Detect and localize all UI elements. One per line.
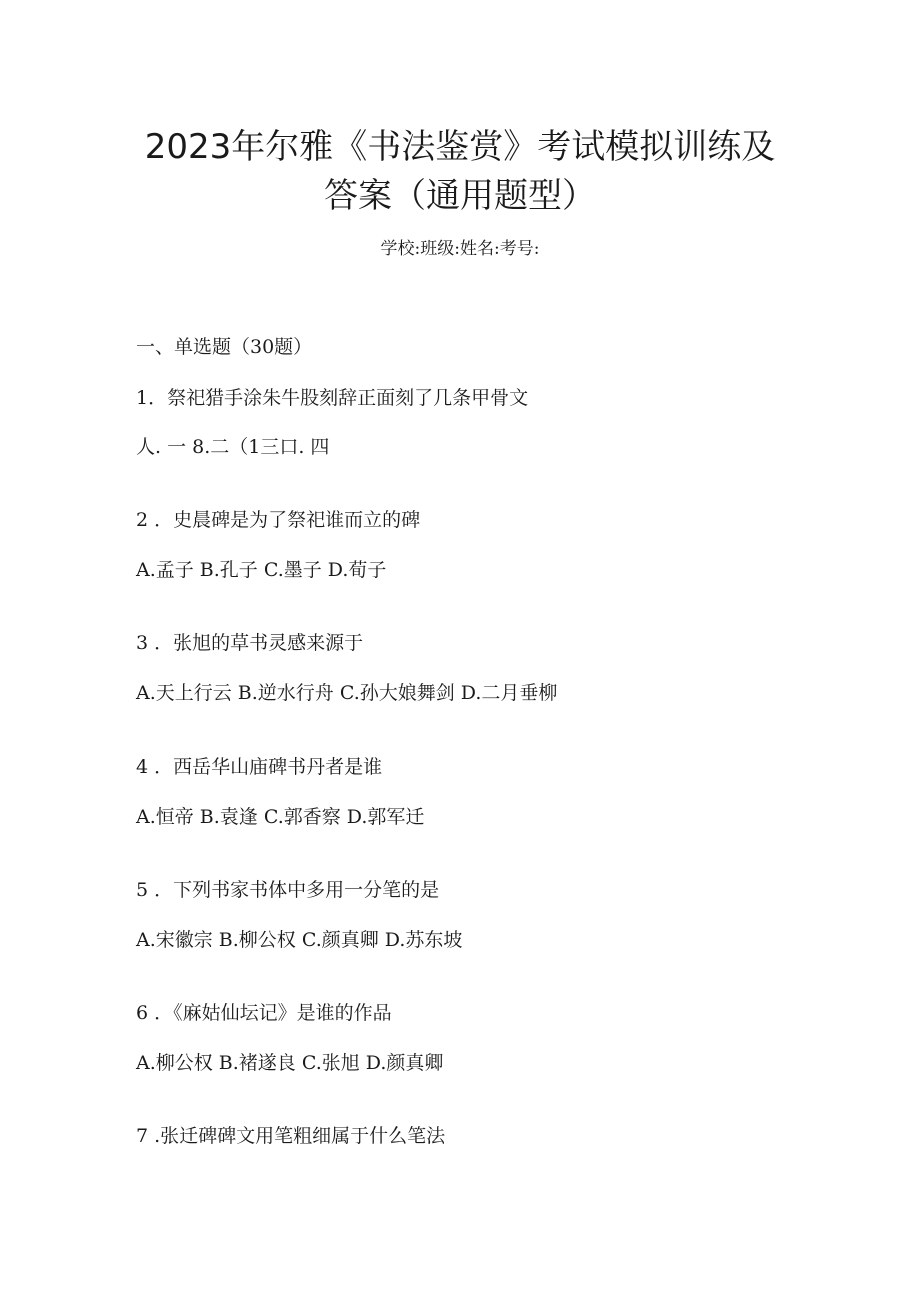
question-options-6: A.柳公权 B.褚遂良 C.张旭 D.颜真卿	[136, 1052, 444, 1074]
question-stem-2: 2 ．史晨碑是为了祭祀谁而立的碑	[136, 509, 421, 531]
document-title-line-1: 2023年尔雅《书法鉴赏》考试模拟训练及	[144, 127, 776, 167]
question-stem-5: 5 ．下列书家书体中多用一分笔的是	[136, 879, 440, 901]
section-heading: 一、单选题（30题）	[136, 336, 313, 358]
question-stem-3: 3 ．张旭的草书灵感来源于	[136, 632, 364, 654]
question-stem-4: 4 ．西岳华山庙碑书丹者是谁	[136, 756, 383, 778]
question-stem-6: 6 ．《麻姑仙坛记》是谁的作品	[136, 1002, 392, 1024]
document-title-line-2: 答案（通用题型）	[324, 176, 596, 216]
question-stem-7: 7 .张迁碑碑文用笔粗细属于什么笔法	[136, 1125, 446, 1147]
student-info-line: 学校:班级:姓名:考号:	[380, 239, 540, 259]
question-stem-1: 1．祭祀猎手涂朱牛股刻辞正面刻了几条甲骨文	[136, 387, 529, 409]
question-options-2: A.孟子 B.孔子 C.墨子 D.荀子	[136, 559, 387, 581]
question-options-4: A.恒帝 B.袁逢 C.郭香察 D.郭军迁	[136, 806, 425, 828]
question-options-3: A.天上行云 B.逆水行舟 C.孙大娘舞剑 D.二月垂柳	[136, 682, 558, 704]
question-options-1: 人. 一 8.二（1三口. 四	[136, 436, 330, 458]
question-options-5: A.宋徽宗 B.柳公权 C.颜真卿 D.苏东坡	[136, 929, 463, 951]
